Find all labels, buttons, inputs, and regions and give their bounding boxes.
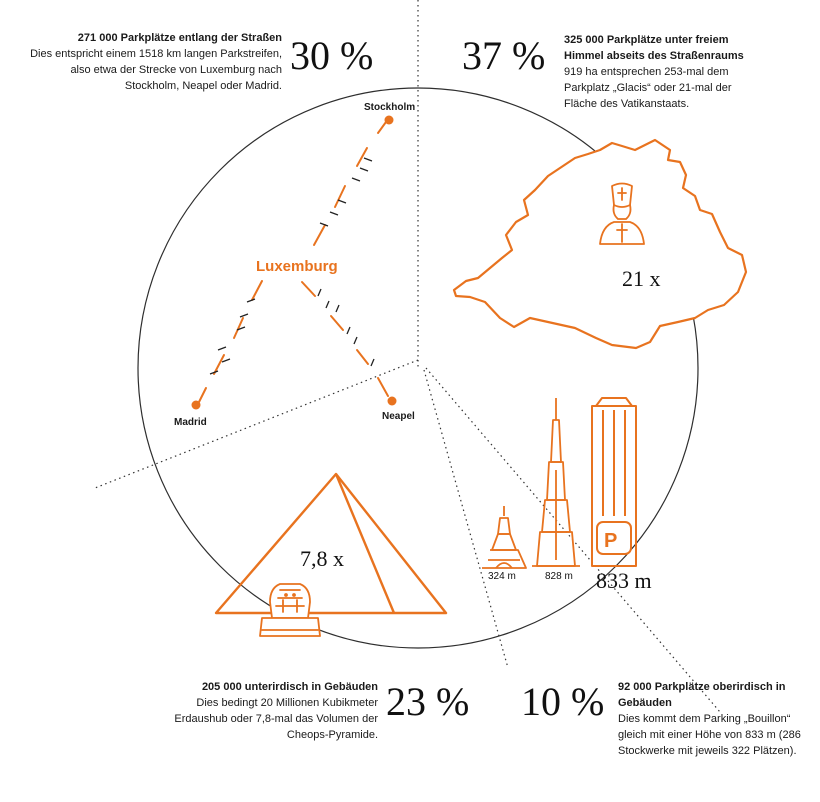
segment-underground-headline: 205 000 unterirdisch in Gebäuden	[201, 681, 378, 693]
segment-street-headline: 271 000 Parkplätze entlang der Straßen	[77, 32, 282, 44]
neapel-dot	[388, 397, 397, 406]
madrid-dot	[192, 401, 201, 410]
eiffel-tower-icon	[482, 506, 526, 568]
segment-underground-text	[160, 679, 378, 743]
segment-street-text	[26, 30, 282, 94]
parking-height-label: 833 m	[596, 568, 652, 593]
segment-aboveground-text	[618, 679, 802, 759]
segment-aboveground-headline: 92 000 Parkplätze oberirdisch in Gebäuden	[618, 681, 786, 709]
sphinx-icon	[260, 584, 320, 636]
parking-symbol: P	[604, 530, 618, 552]
segment-openair-headline: 325 000 Parkplätze unter freiem Himmel abseits des Straßenraums	[564, 34, 744, 62]
segment-aboveground-percent: 10 %	[521, 679, 605, 724]
segment-underground-body: Dies bedingt 20 Millionen Kubikmeter Erdaushub oder 7,8-mal das Volumen der Cheops-Pyramide.	[174, 697, 378, 741]
segment-underground-percent: 23 %	[386, 679, 470, 724]
stockholm-dot	[385, 116, 394, 125]
segment-openair-body: 919 ha entsprechen 253-mal dem Parkplatz „Glacis“ oder 21-mal der Fläche des Vatikanstaats.	[564, 66, 732, 110]
map-center-label: Luxemburg	[256, 258, 338, 275]
segment-openair-text	[564, 32, 760, 112]
burj-height-label: 828 m	[545, 571, 573, 582]
vatican-factor: 21 x	[622, 266, 661, 291]
segment-street-percent: 30 %	[290, 33, 374, 78]
city-label-madrid: Madrid	[174, 417, 207, 428]
segment-aboveground-body: Dies kommt dem Parking „Bouillon“ gleich mit einer Höhe von 833 m (286 Stockwerke mit jeweils 322 Plätzen).	[618, 713, 801, 757]
city-label-stockholm: Stockholm	[364, 102, 416, 113]
segment-street-body: Dies entspricht einem 1518 km langen Parkstreifen, also etwa der Strecke von Luxemburg nach Stockholm, Neapel oder Madrid.	[30, 48, 282, 92]
burj-khalifa-icon	[532, 398, 580, 566]
pyramid-factor: 7,8 x	[300, 546, 344, 571]
city-label-neapel: Neapel	[382, 411, 415, 422]
eiffel-height-label: 324 m	[488, 571, 516, 582]
segment-openair-percent: 37 %	[462, 33, 546, 78]
